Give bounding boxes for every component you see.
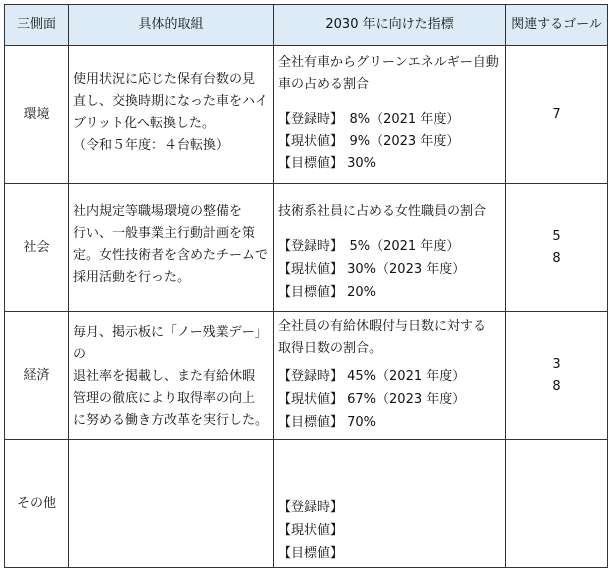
row-registered-other: 【登録時】 [278,500,344,515]
row-current-other: 【現状値】 [278,523,344,538]
row-registered-society: 【登録時】 5%（2021 年度） [278,239,460,254]
row-current-society: 【現状値】 30%（2023 年度） [278,262,466,277]
row-goals-society: 5 8 [552,228,561,266]
row-aspect-other: その他 [16,495,56,511]
row-aspect-economy: 経済 [23,367,50,383]
row-indicator-title-society: 技術系社員に占める女性職員の割合 [278,204,487,219]
row-aspect-environment: 環境 [23,106,50,122]
row-indicator-title-environment: 全社有車からグリーンエネルギー自動 車の占める割合 [278,55,499,92]
header-action: 具体的取組 [138,17,204,32]
header-aspect: 三側面 [16,17,56,32]
row-indicator-title-economy: 全社員の有給休暇付与日数に対する 取得日数の割合。 [278,319,487,356]
row-registered-economy: 【登録時】 45%（2021 年度） [278,369,466,384]
row-current-environment: 【現状値】 9%（2023 年度） [278,134,460,149]
row-action-environment: 使用状況に応じた保有台数の見 直し、交換時期になった車をハイ ブリット化へ転換した。 （令和５年度：４台転換） [73,72,269,153]
row-goals-other [506,440,607,567]
row-target-society: 【目標値】 20% [278,285,377,300]
row-action-economy: 毎月、掲示板に「ノー残業デー」の 退社率を掲載し、また有給休暇 管理の徹底により取得率の向上 に努める働き方改革を実行した。 [73,325,269,428]
row-aspect-society: 社会 [23,239,50,255]
header-goals: 関連するゴール [511,17,602,32]
header-indicator: 2030 年に向けた指標 [325,17,454,32]
row-target-other: 【目標値】 [278,546,344,561]
row-goals-economy: 3 8 [552,356,561,394]
row-current-economy: 【現状値】 67%（2023 年度） [278,392,466,407]
sdgs-table [4,4,608,568]
column-divider [68,5,69,567]
row-registered-environment: 【登録時】 8%（2021 年度） [278,112,460,127]
row-target-economy: 【目標値】 70% [278,415,377,430]
row-target-environment: 【目標値】 30% [278,156,377,171]
column-divider [273,5,274,567]
row-action-society: 社内規定等職場環境の整備を 行い、一般事業主行動計画を策 定。女性技術者を含めたチームで 採用活動を行った。 [73,204,269,285]
row-goals-environment: 7 [552,106,561,122]
